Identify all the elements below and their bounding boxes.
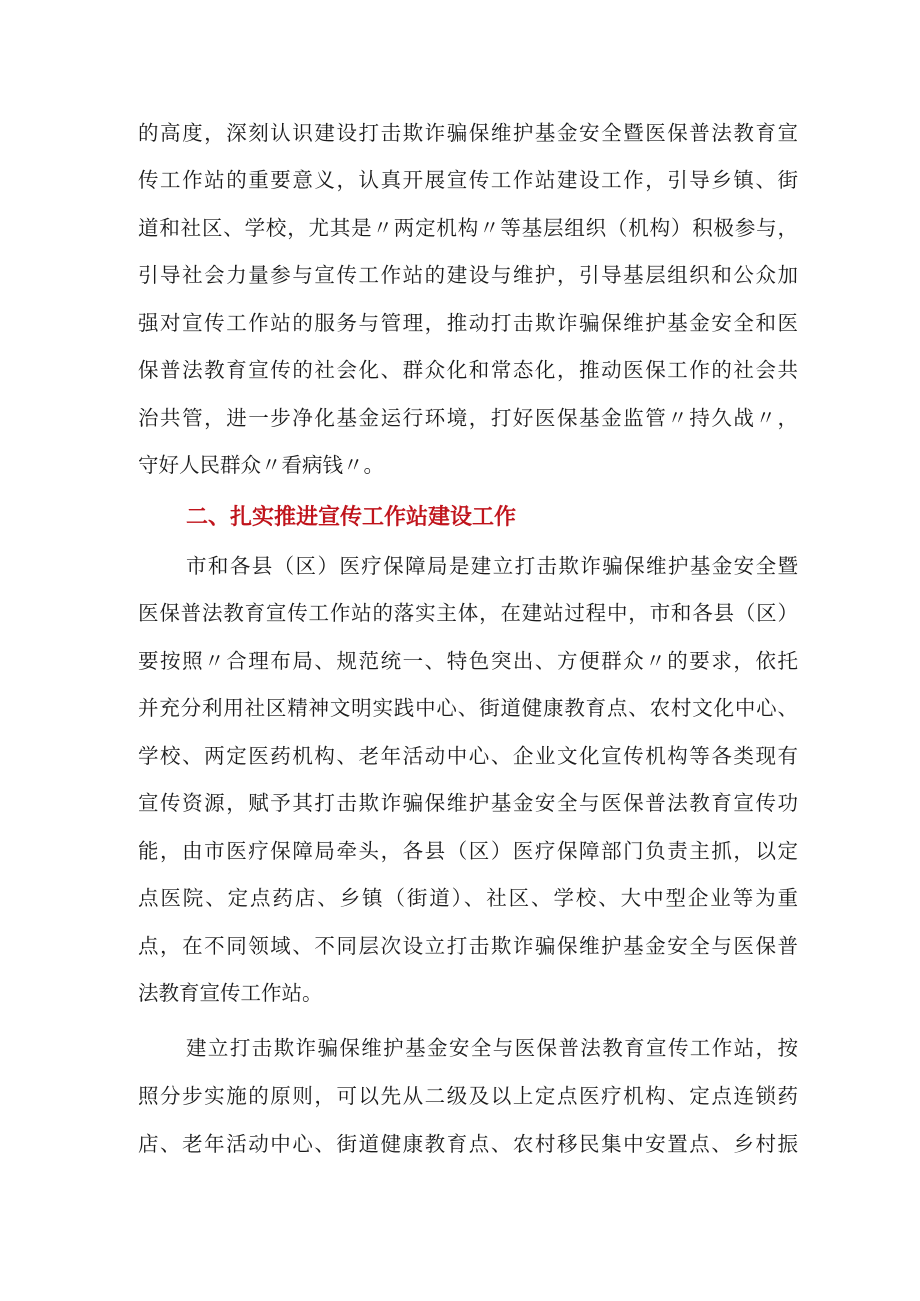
paragraph-line: 守好人民群众〃看病钱〃。 [138, 453, 384, 477]
paragraph-line: 强对宣传工作站的服务与管理，推动打击欺诈骗保维护基金安全和医 [138, 311, 798, 335]
paragraph-line: 点，在不同领域、不同层次设立打击欺诈骗保维护基金安全与医保普 [138, 934, 798, 958]
paragraph-line: 医保普法教育宣传工作站的落实主体，在建站过程中，市和各县（区） [138, 601, 798, 625]
paragraph-line: 保普法教育宣传的社会化、群众化和常态化，推动医保工作的社会共 [138, 358, 798, 382]
paragraph-line: 道和社区、学校，尤其是〃两定机构〃等基层组织（机构）积极参与， [138, 216, 798, 240]
paragraph-line: 传工作站的重要意义，认真开展宣传工作站建设工作，引导乡镇、街 [138, 168, 798, 192]
paragraph-line: 治共管，进一步净化基金运行环境，打好医保基金监管〃持久战〃， [138, 406, 798, 430]
paragraph-line: 学校、两定医药机构、老年活动中心、企业文化宣传机构等各类现有 [138, 744, 798, 768]
paragraph-line: 市和各县（区）医疗保障局是建立打击欺诈骗保维护基金安全暨 [186, 554, 798, 578]
paragraph-line: 照分步实施的原则，可以先从二级及以上定点医疗机构、定点连锁药 [138, 1084, 798, 1108]
paragraph-line: 宣传资源，赋予其打击欺诈骗保维护基金安全与医保普法教育宣传功 [138, 791, 798, 815]
paragraph-line: 要按照〃合理布局、规范统一、特色突出、方便群众〃的要求，依托 [138, 649, 798, 673]
paragraph-line: 法教育宣传工作站。 [138, 981, 323, 1005]
section-heading: 二、扎实推进宣传工作站建设工作 [186, 505, 517, 530]
paragraph-line: 并充分利用社区精神文明实践中心、街道健康教育点、农村文化中心、 [138, 696, 798, 720]
paragraph-line: 引导社会力量参与宣传工作站的建设与维护，引导基层组织和公众加 [138, 263, 798, 287]
paragraph-line: 店、老年活动中心、街道健康教育点、农村移民集中安置点、乡村振 [138, 1132, 798, 1156]
paragraph-line: 建立打击欺诈骗保维护基金安全与医保普法教育宣传工作站，按 [186, 1036, 798, 1060]
paragraph-line: 点医院、定点药店、乡镇（街道）、社区、学校、大中型企业等为重 [138, 886, 798, 910]
paragraph-line: 的高度，深刻认识建设打击欺诈骗保维护基金安全暨医保普法教育宣 [138, 121, 798, 145]
paragraph-line: 能，由市医疗保障局牵头，各县（区）医疗保障部门负责主抓，以定 [138, 839, 798, 863]
